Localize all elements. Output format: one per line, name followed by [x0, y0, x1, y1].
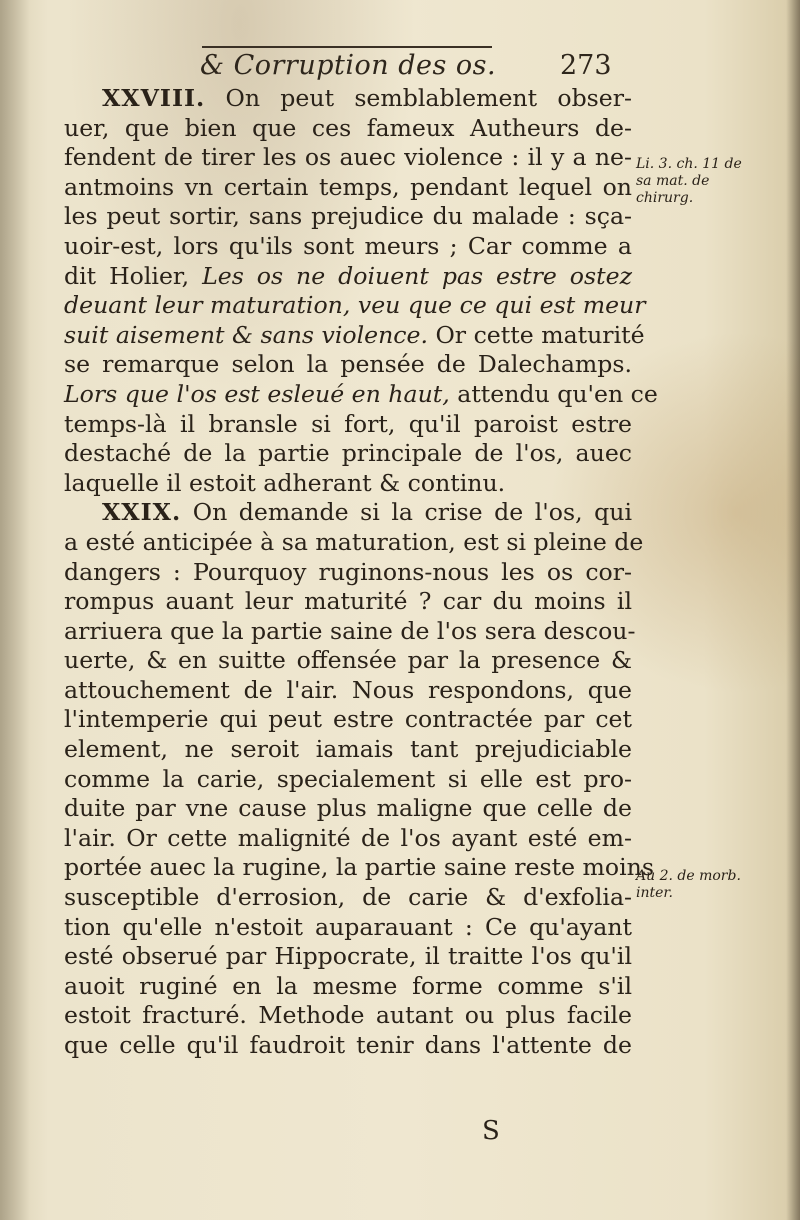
text-line: [64, 439, 632, 469]
roman-text: destaché de la partie principale de l'os, auec: [64, 439, 632, 468]
page-number: 273: [560, 50, 612, 81]
roman-text: antmoins vn certain temps, pendant lequel on: [64, 172, 632, 201]
text-line: [64, 587, 632, 617]
text-line: [64, 558, 632, 588]
text-line: [64, 972, 632, 1002]
text-line: [64, 291, 646, 321]
text-line: [64, 498, 632, 528]
roman-text: duite par vne cause plus maligne que celle de: [64, 794, 632, 823]
roman-text: esté obserué par Hippocrate, il traitte l'os qu'il: [64, 942, 632, 971]
text-line: [64, 114, 632, 144]
text-line: [64, 202, 632, 232]
margin-note-1: Li. 3. ch. 11 de sa mat. de chirurg.: [636, 156, 742, 206]
roman-text: l'air. Or cette malignité de l'os ayant esté em-: [64, 823, 632, 852]
roman-text: temps-là il bransle si fort, qu'il paroist estre: [64, 409, 632, 438]
text-line: [64, 1001, 632, 1031]
text-line: [64, 735, 632, 765]
article-number: XXIX.: [102, 498, 182, 527]
italic-quotation: Les os ne doiuent pas estre ostez: [202, 261, 632, 290]
text-line: [64, 262, 632, 292]
roman-text: dit Holier,: [64, 261, 203, 290]
text-line: [64, 350, 632, 380]
text-line: [64, 765, 632, 795]
running-title: & Corruption des os.: [200, 50, 497, 81]
text-line: [64, 320, 645, 351]
roman-text: portée auec la rugine, la partie saine reste moins: [64, 853, 654, 882]
roman-text: uerte, & en suitte offensée par la presence &: [64, 646, 632, 675]
roman-text: l'intemperie qui peut estre contractée par cet: [64, 705, 632, 734]
roman-text: attouchement de l'air. Nous respondons, que: [64, 675, 632, 704]
roman-text: On demande si la crise de l'os, qui: [181, 498, 632, 527]
margin-note-2: Au 2. de morb. inter.: [636, 868, 741, 901]
roman-text: uer, que bien que ces fameux Autheurs de-: [64, 113, 632, 142]
page-edge: [786, 0, 800, 1220]
text-line: [64, 469, 632, 499]
roman-text: se remarque selon la pensée de Dalechamps.: [64, 350, 632, 379]
roman-text: arriuera que la partie saine de l'os sera descou-: [64, 616, 636, 645]
text-line: [64, 794, 632, 824]
text-line: [64, 527, 644, 558]
roman-text: laquelle il estoit adherant & continu.: [64, 468, 506, 497]
spine-shadow: [0, 0, 30, 1220]
italic-quotation: Lors que l'os est esleué en haut,: [64, 379, 450, 408]
article-number: XXVIII.: [102, 84, 206, 112]
text-line: [64, 616, 636, 647]
roman-text: element, ne seroit iamais tant prejudiciable: [64, 735, 632, 764]
text-line: [64, 410, 632, 440]
roman-text: On peut semblablement obser-: [205, 84, 632, 112]
text-line: [64, 913, 632, 943]
roman-text: dangers : Pourquoy ruginons-nous les os cor-: [64, 557, 632, 586]
text-line: [64, 705, 632, 735]
roman-text: les peut sortir, sans prejudice du malade : sça-: [64, 202, 632, 231]
text-line: [64, 379, 658, 410]
text-line: [64, 942, 632, 972]
text-line: [64, 646, 632, 676]
text-line: [64, 1031, 632, 1061]
text-line: [64, 84, 632, 114]
text-line: [64, 853, 654, 883]
roman-text: auoit ruginé en la mesme forme comme s'il: [64, 971, 632, 1000]
text-line: [64, 143, 632, 173]
roman-text: fendent de tirer les os auec violence : il y a ne-: [64, 143, 632, 172]
roman-text: tion qu'elle n'estoit auparauant : Ce qu'ayant: [64, 912, 632, 941]
roman-text: estoit fracturé. Methode autant ou plus facile: [64, 1001, 632, 1030]
roman-text: a esté anticipée à sa maturation, est si pleine de: [64, 527, 644, 556]
text-line: [64, 824, 632, 854]
text-line: [64, 883, 632, 913]
roman-text: susceptible d'errosion, de carie & d'exfolia-: [64, 883, 632, 912]
catchword: S: [482, 1116, 500, 1146]
text-line: [64, 232, 632, 262]
italic-quotation: deuant leur maturation, veu que ce qui est meur: [64, 291, 646, 320]
italic-quotation: suit aisement & sans violence.: [64, 320, 428, 349]
text-line: [64, 676, 632, 706]
body-text: [64, 84, 658, 1061]
text-line: [64, 173, 632, 203]
roman-text: Or cette maturité: [427, 320, 645, 349]
roman-text: attendu qu'en ce: [449, 379, 658, 408]
roman-text: comme la carie, specialement si elle est pro-: [64, 764, 632, 793]
roman-text: rompus auant leur maturité ? car du moins il: [64, 587, 632, 616]
roman-text: que celle qu'il faudroit tenir dans l'attente de: [64, 1031, 632, 1059]
roman-text: uoir-est, lors qu'ils sont meurs ; Car comme a: [64, 231, 632, 260]
header-rule: [202, 46, 492, 48]
